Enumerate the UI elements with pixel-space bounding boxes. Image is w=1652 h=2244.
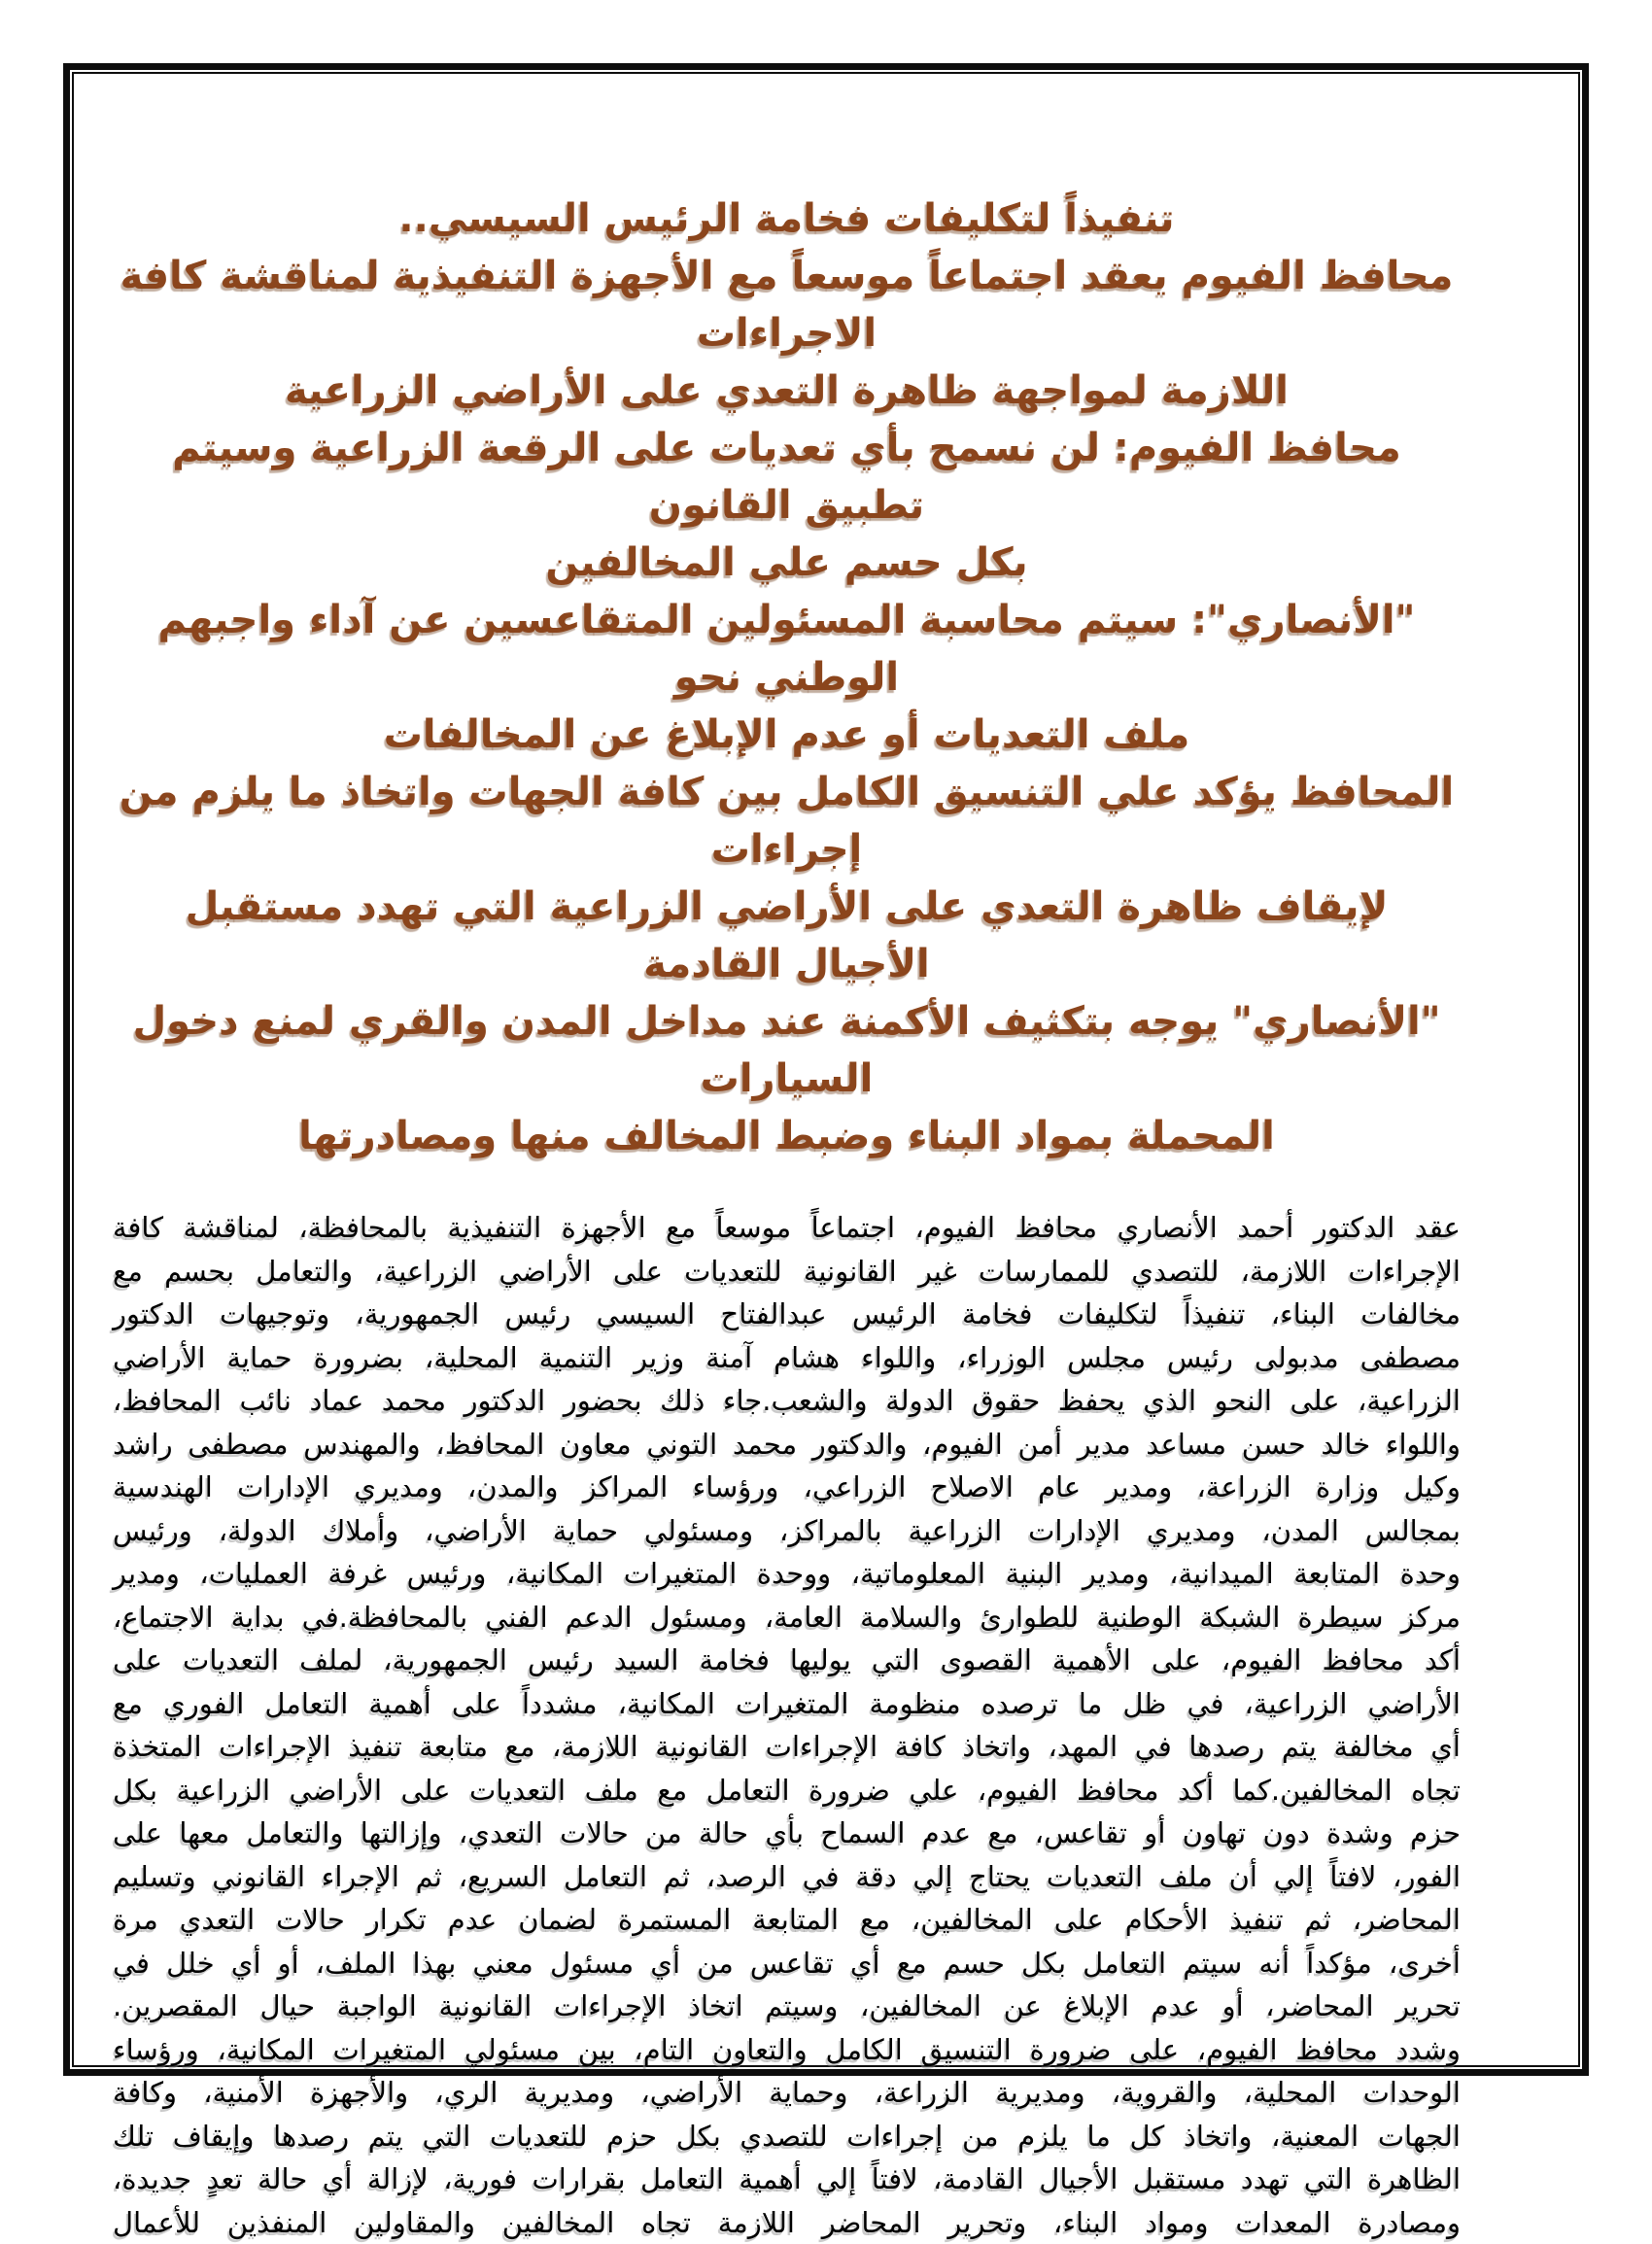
body-line: المحاضر، ثم تنفيذ الأحكام على المخالفين، مع المتابعة المستمرة لضمان عدم تكرار حالات التعدي مرة — [113, 1898, 1461, 1942]
body-line: الفور، لافتاً إلي أن ملف التعديات يحتاج إلي دقة في الرصد، ثم التعامل السريع، ثم الإجراء القانوني وتسليم — [113, 1855, 1461, 1899]
body-line: مركز سيطرة الشبكة الوطنية للطوارئ والسلامة العامة، ومسئول الدعم الفني بالمحافظة.في بداية الاجتماع، — [113, 1596, 1461, 1640]
headline-line: "الأنصاري" يوجه بتكثيف الأكمنة عند مداخل المدن والقري لمنع دخول السيارات — [113, 993, 1461, 1108]
body-line: حزم وشدة دون تهاون أو تقاعس، مع عدم السماح بأي حالة من حالات التعدي، وإزالتها والتعامل معها على — [113, 1812, 1461, 1855]
body-line: عقد الدكتور أحمد الأنصاري محافظ الفيوم، اجتماعاً موسعاً مع الأجهزة التنفيذية بالمحافظة، لمناقشة كافة — [113, 1206, 1461, 1250]
body-line: الأراضي الزراعية، في ظل ما ترصده منظومة المتغيرات المكانية، مشدداً على أهمية التعامل الفوري مع — [113, 1682, 1461, 1726]
body-line: أخرى، مؤكداً أنه سيتم التعامل بكل حسم مع أي تقاعس من أي مسئول معني بهذا الملف، أو أي خلل في — [113, 1942, 1461, 1985]
body-line: وحدة المتابعة الميدانية، ومدير البنية المعلوماتية، ووحدة المتغيرات المكانية، ورئيس غرفة العمليات، ومدير — [113, 1552, 1461, 1596]
headline-line: ملف التعديات أو عدم الإبلاغ عن المخالفات — [113, 707, 1461, 764]
headline-line: محافظ الفيوم: لن نسمح بأي تعديات على الرقعة الزراعية وسيتم تطبيق القانون — [113, 420, 1461, 535]
body-line: بمجالس المدن، ومديري الإدارات الزراعية بالمراكز، ومسئولي حماية الأراضي، وأملاك الدولة، ورئيس — [113, 1509, 1461, 1553]
body-line: أكد محافظ الفيوم، على الأهمية القصوى التي يوليها فخامة السيد رئيس الجمهورية، لملف التعديات على — [113, 1639, 1461, 1682]
headline-line: "الأنصاري": سيتم محاسبة المسئولين المتقاعسين عن آداء واجبهم الوطني نحو — [113, 592, 1461, 707]
headline-line: اللازمة لمواجهة ظاهرة التعدي على الأراضي الزراعية — [113, 362, 1461, 420]
headline-line: بكل حسم علي المخالفين — [113, 535, 1461, 592]
headline-line: المحملة بمواد البناء وضبط المخالف منها ومصادرتها — [113, 1108, 1461, 1165]
headline-line: تنفيذاً لتكليفات فخامة الرئيس السيسي.. — [113, 190, 1461, 248]
body-line: وشدد محافظ الفيوم، على ضرورة التنسيق الكامل والتعاون التام، بين مسئولي المتغيرات المكانية، ورؤساء — [113, 2028, 1461, 2072]
body-line: وكيل وزارة الزراعة، ومدير عام الاصلاح الزراعي، ورؤساء المراكز والمدن، ومديري الإدارات الهندسية — [113, 1466, 1461, 1509]
body-line: ومصادرة المعدات ومواد البناء، وتحرير المحاضر اللازمة تجاه المخالفين والمقاولين المنفذين للأعمال — [113, 2201, 1461, 2244]
body-line: الوحدات المحلية، والقروية، ومديرية الزراعة، وحماية الأراضي، ومديرية الري، والأجهزة الأمنية، وكافة — [113, 2071, 1461, 2115]
body-line: تحرير المحاضر، أو عدم الإبلاغ عن المخالفين، وسيتم اتخاذ الإجراءات القانونية الواجبة حيال المقصرين. — [113, 1985, 1461, 2028]
body-line: مصطفى مدبولى رئيس مجلس الوزراء، واللواء هشام آمنة وزير التنمية المحلية، بضرورة حماية الأراضي — [113, 1336, 1461, 1380]
body-line: أي مخالفة يتم رصدها في المهد، واتخاذ كافة الإجراءات القانونية اللازمة، مع متابعة تنفيذ الإجراءات المتخذة — [113, 1725, 1461, 1769]
headline-line: المحافظ يؤكد علي التنسيق الكامل بين كافة الجهات واتخاذ ما يلزم من إجراءات — [113, 764, 1461, 879]
headline-line: لإيقاف ظاهرة التعدي على الأراضي الزراعية التي تهدد مستقبل الأجيال القادمة — [113, 879, 1461, 993]
body-line: تجاه المخالفين.كما أكد محافظ الفيوم، علي ضرورة التعامل مع ملف التعديات على الأراضي الزراعية بكل — [113, 1769, 1461, 1812]
headline-block — [113, 190, 1461, 1165]
page-content — [113, 0, 1461, 2244]
headline-line: محافظ الفيوم يعقد اجتماعاً موسعاً مع الأجهزة التنفيذية لمناقشة كافة الاجراءات — [113, 248, 1461, 362]
body-line: الظاهرة التي تهدد مستقبل الأجيال القادمة، لافتاً إلي أهمية التعامل بقرارات فورية، لإزالة أي حالة تعدٍ جديدة، — [113, 2158, 1461, 2201]
body-line: الزراعية، على النحو الذي يحفظ حقوق الدولة والشعب.جاء ذلك بحضور الدكتور محمد عماد نائب المحافظ، — [113, 1379, 1461, 1423]
body-line: الإجراءات اللازمة، للتصدي للممارسات غير القانونية للتعديات على الأراضي الزراعية، والتعامل بحسم مع — [113, 1250, 1461, 1294]
body-line: مخالفات البناء، تنفيذاً لتكليفات فخامة الرئيس عبدالفتاح السيسي رئيس الجمهورية، وتوجيهات الدكتور — [113, 1293, 1461, 1336]
body-line: الجهات المعنية، واتخاذ كل ما يلزم من إجراءات للتصدي بكل حزم للتعديات التي يتم رصدها وإيقاف تلك — [113, 2115, 1461, 2158]
body-line: واللواء خالد حسن مساعد مدير أمن الفيوم، والدكتور محمد التوني معاون المحافظ، والمهندس مصطفى راشد — [113, 1423, 1461, 1467]
body-text-block — [113, 1206, 1461, 2244]
